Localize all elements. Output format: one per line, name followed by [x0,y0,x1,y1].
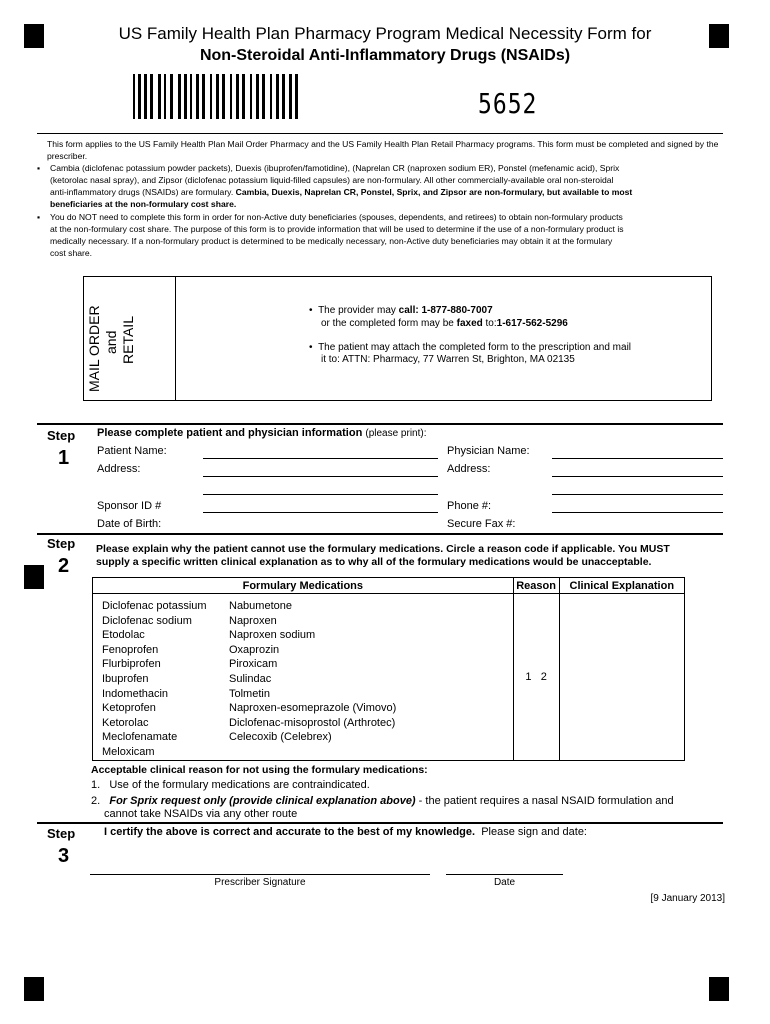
date-field[interactable] [446,874,563,875]
certification: I certify the above is correct and accurate to the best of my knowledge. Please sign and date: [104,826,587,838]
bullet1-line2: (ketorolac nasal spray), and Zipsor (diclofenac potassium liquid-filled capsules) are non-formulary. All other commercially-available oral non-steroidal [50,175,614,185]
step1-heading: Please complete patient and physician information (please print): [97,427,427,439]
physician-address-field-2[interactable] [552,494,723,495]
form-title-line2: Non-Steroidal Anti-Inflammatory Drugs (NSAIDs) [199,47,571,64]
list-item: Meclofenamate [102,731,178,744]
patient-address-field[interactable] [203,476,438,477]
bullet2-line3: medically necessary. If a non-formulary product is determined to be medically necessary, non-Active duty beneficiaries may obtain it at the formulary [50,236,613,246]
registration-mark-bottom-left [24,977,44,1001]
bullet-icon: ▪ [37,212,41,222]
registration-mark-mid-left [24,565,44,589]
list-item: Meloxicam [102,745,155,758]
bullet1-line3: anti-inflammatory drugs (NSAIDs) are formulary. [50,187,234,197]
form-title-line1: US Family Health Plan Pharmacy Program Medical Necessity Form for [118,24,652,43]
step2-divider [37,533,723,535]
step1-divider [37,423,723,425]
provider-phone: : 1-877-880-7007 [415,305,493,316]
phone-field[interactable] [552,512,723,513]
revision-date: [9 January 2013] [650,893,725,904]
reason-codes[interactable]: 1 2 [513,594,559,761]
bullet-icon: • [309,342,313,353]
list-item: Indomethacin [102,687,169,700]
contact-box-divider [175,276,176,401]
contact-call-fax: • The provider may call: 1-877-880-7007 or the completed form may be faxed to:1-617-562-5296 [309,305,568,329]
intro-bullet-nonformulary [37,162,727,210]
list-item: Tolmetin [229,687,270,700]
header-divider [37,133,723,134]
secure-fax-label: Secure Fax #: [447,518,516,530]
bullet2-line4: cost share. [50,248,93,258]
list-item: Oxaprozin [229,643,280,656]
contact-mail: • The patient may attach the completed form to the prescription and mail it to: ATTN: Pharmacy, 77 Warren St, Brighton, MA 02135 [309,342,632,365]
intro-paragraph: This form applies to the US Family Health Plan Mail Order Pharmacy and the US Family Health Plan Retail Pharmacy programs. This form must be completed and signed by the prescriber. [47,139,719,161]
list-item: Naproxen [229,614,277,627]
list-item: Piroxicam [229,658,278,671]
form-number: 5652 [478,89,538,121]
list-item: Nabumetone [229,600,292,612]
bullet-icon: • [309,305,313,316]
patient-name-field[interactable] [203,458,438,459]
acceptable-reasons-heading: Acceptable clinical reason for not using the formulary medications: [91,764,428,776]
physician-address-field[interactable] [552,476,723,477]
step1-number: 1 [58,447,70,469]
contact-box [83,276,712,401]
list-item: Etodolac [102,629,145,642]
list-item: Ketoprofen [102,702,156,715]
step1-label: Step [47,428,76,443]
col-reason: Reason [513,578,559,594]
list-item: Celecoxib (Celebrex) [229,731,332,744]
list-item: Ketorolac [102,716,149,729]
formulary-medications-table [92,577,685,761]
patient-address-field-2[interactable] [203,494,438,495]
registration-mark-bottom-right [709,977,729,1001]
reason-2: 2. For Sprix request only (provide clinical explanation above) - the patient requires a nasal NSAID formulation and [91,795,674,807]
reason-1: 1. Use of the formulary medications are contraindicated. [91,779,370,791]
list-item: Fenoprofen [102,643,159,656]
fax-number: 1-617-562-5296 [496,318,568,329]
step3-number: 3 [58,845,70,867]
mail-address: it to: ATTN: Pharmacy, 77 Warren St, Brighton, MA 02135 [321,354,575,365]
medications-list-2 [220,594,396,760]
physician-name-label: Physician Name: [447,445,530,457]
bullet1-line4-bold: beneficiaries at the non-formulary cost share. [50,199,237,209]
list-item: Diclofenac sodium [102,614,192,627]
bullet2-line2: at the non-formulary cost share. The purpose of this form is to provide information that will be used to determine if the use of a non-formulary product is [50,224,624,234]
clinical-explanation-field[interactable] [559,594,684,761]
list-item: Diclofenac-misoprostol (Arthrotec) [229,716,396,729]
step3-divider [37,822,723,824]
step2-number: 2 [58,555,70,577]
step2-instructions: Please explain why the patient cannot use the formulary medications. Circle a reason code if applicable. You MUST supply a specific written clinical explanation as to why all of the formulary medications would be unacceptable. [96,543,670,568]
bullet-icon: ▪ [37,163,41,173]
physician-address-label: Address: [447,463,491,475]
medications-cell [93,594,514,761]
patient-address-label: Address: [97,463,141,475]
list-item: Naproxen-esomeprazole (Vimovo) [229,702,397,715]
list-item: Ibuprofen [102,672,149,685]
barcode [133,74,298,119]
reason-2-line2: cannot take NSAIDs via any other route [104,808,298,820]
side-label-mail-order: MAIL ORDER [86,305,102,392]
list-item: Sulindac [229,672,272,685]
step2-label: Step [47,536,76,551]
patient-name-label: Patient Name: [97,445,167,457]
signature-field[interactable] [90,874,430,875]
signature-label: Prescriber Signature [214,877,306,888]
list-item: Diclofenac potassium [102,600,207,612]
phone-label: Phone #: [447,500,492,512]
intro-bullet-non-active-duty [37,211,727,259]
sponsor-id-field[interactable] [203,512,438,513]
bullet1-line3-bold: Cambia, Duexis, Naprelan CR, Ponstel, Sprix, and Zipsor are non-formulary, but available to most [235,187,633,197]
list-item: Naproxen sodium [229,629,316,642]
step3-label: Step [47,826,76,841]
date-label: Date [493,877,516,888]
col-clinical-explanation: Clinical Explanation [559,578,684,594]
sponsor-id-label: Sponsor ID # [97,500,162,512]
bullet2-line1: You do NOT need to complete this form in order for non-Active duty beneficiaries (spouses, dependents, and retirees) to obtain non-formulary products [50,212,623,222]
col-formulary-medications: Formulary Medications [93,578,514,594]
side-label-retail: RETAIL [120,316,136,364]
dob-label: Date of Birth: [97,518,162,530]
list-item: Flurbiprofen [102,658,161,671]
bullet1-line1: Cambia (diclofenac potassium powder packets), Duexis (ibuprofen/famotidine), (Naprelan CR (naproxen sodium ER), Ponstel (mefenamic acid), Sprix [50,163,620,173]
side-label-and: and [103,330,119,354]
medications-list-1 [93,594,220,760]
physician-name-field[interactable] [552,458,723,459]
